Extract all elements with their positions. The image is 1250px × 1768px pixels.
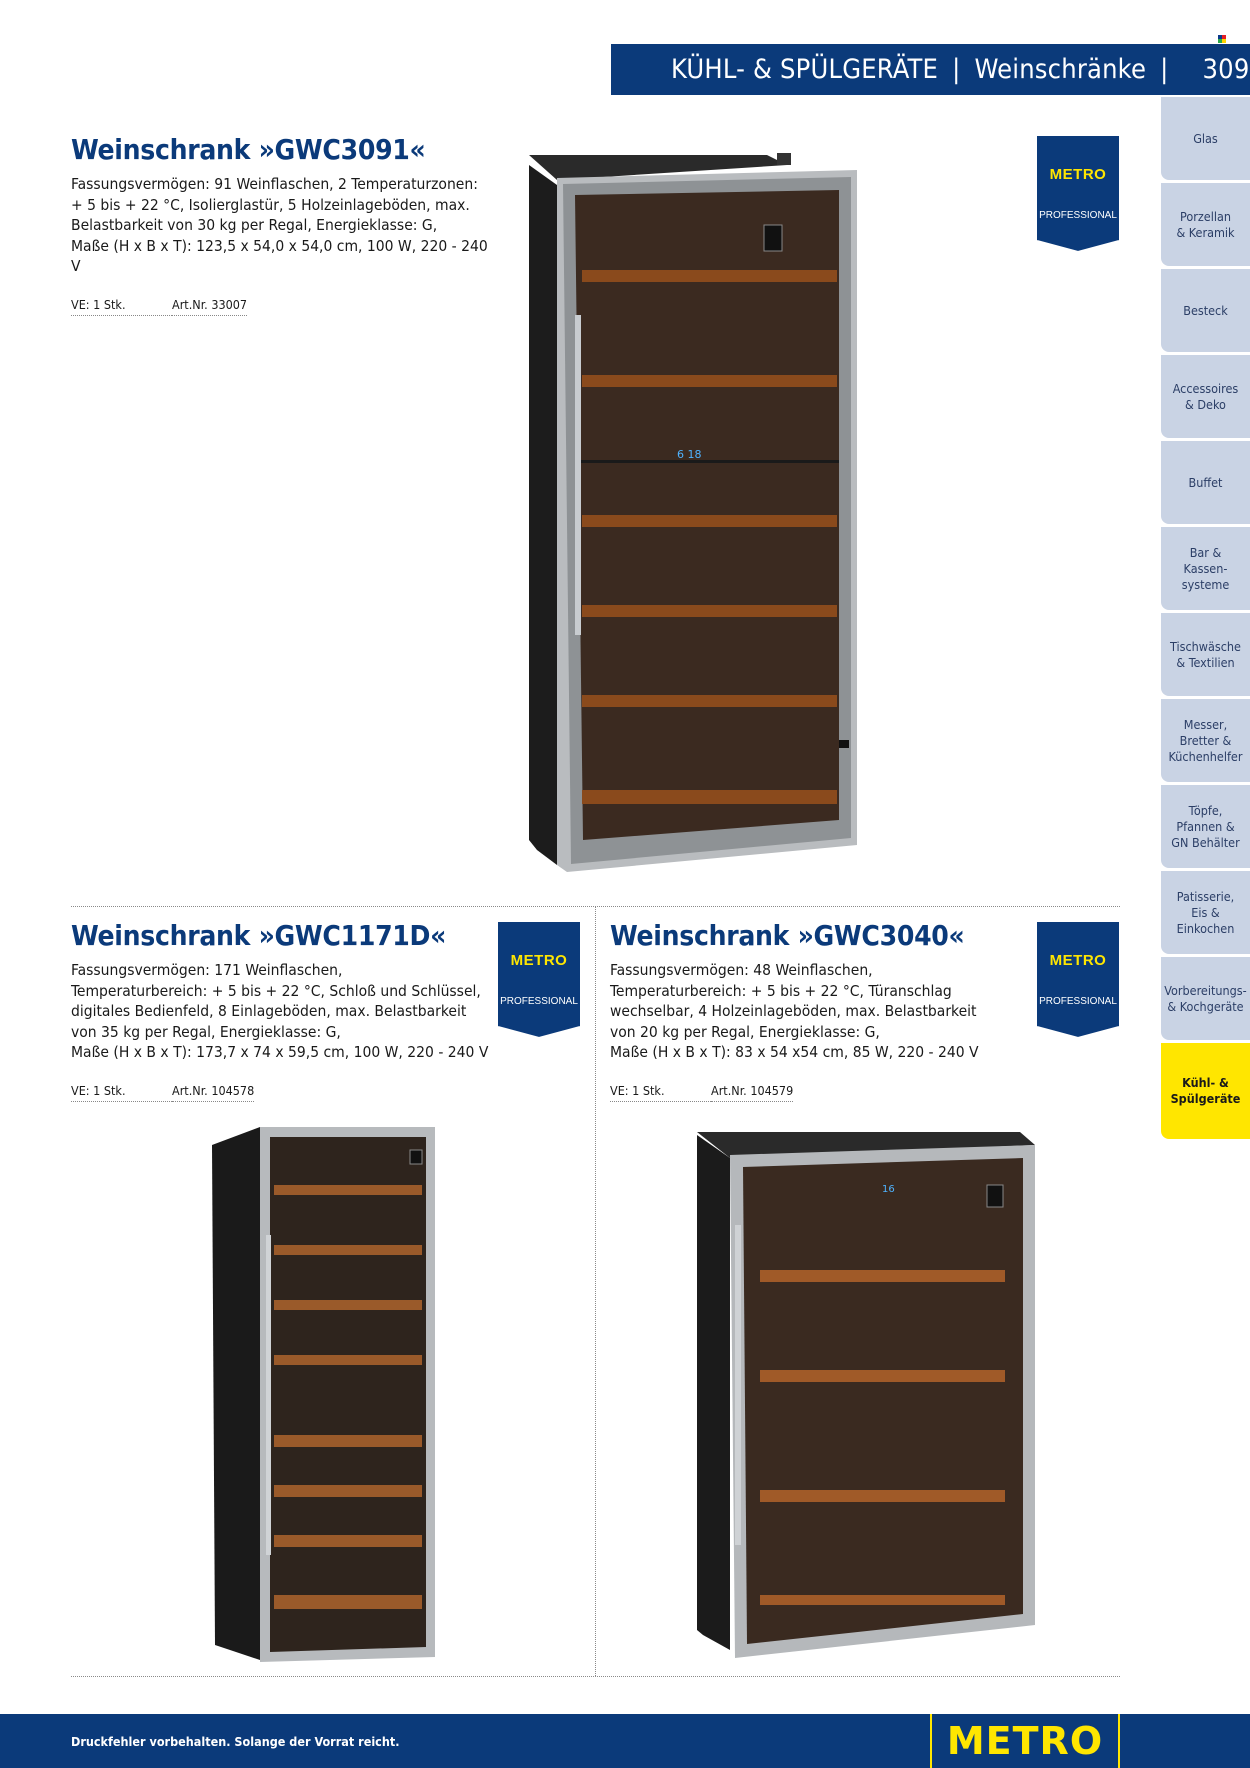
header-category: KÜHL- & SPÜLGERÄTE [671, 54, 939, 85]
product-meta [610, 1083, 1030, 1102]
tab-kuehl-spuelgeraete[interactable]: Kühl- & Spülgeräte [1161, 1043, 1250, 1139]
badge-label: PROFESSIONAL [1039, 210, 1117, 221]
section-divider-bottom [71, 1676, 1120, 1677]
header-separator: | [952, 54, 961, 85]
tab-porzellan-keramik[interactable]: Porzellan & Keramik [1161, 183, 1250, 266]
product-gwc3091 [71, 133, 491, 316]
tab-besteck[interactable]: Besteck [1161, 269, 1250, 352]
metro-logo-text: METRO [946, 1719, 1104, 1763]
tab-glas[interactable]: Glas [1161, 97, 1250, 180]
tab-accessoires-deko[interactable]: Accessoires & Deko [1161, 355, 1250, 438]
product-title: Weinschrank »GWC1171D« [71, 919, 447, 952]
product-title: Weinschrank »GWC3040« [610, 919, 965, 952]
badge-logo: METRO [1049, 952, 1107, 969]
temperature-display-gwc3040: 16 [882, 1184, 895, 1195]
tab-messer-bretter[interactable]: Messer, Bretter & Küchenhelfer [1161, 699, 1250, 782]
product-image-gwc3091 [527, 150, 867, 880]
tab-bar-kassensysteme[interactable]: Bar & Kassen- systeme [1161, 527, 1250, 610]
product-meta [71, 1083, 491, 1102]
product-meta [71, 297, 491, 316]
packing-unit: VE: 1 Stk. [71, 1083, 172, 1102]
header-separator-2: | [1160, 54, 1169, 85]
product-description: Fassungsvermögen: 91 Weinflaschen, 2 Temperaturzonen: + 5 bis + 22 °C, Isolierglastür, 5 Holzeinlageböden, max. Belastbarkeit von 30 kg per Regal, Energieklasse: G, Maße (H x B x T): 123,5 x 54,0 x 54,0 cm, 100 W, 220 - 240 V [71, 175, 488, 275]
product-gwc1171d [71, 919, 491, 1102]
tab-vorbereitung-kochgeraete[interactable]: Vorbereitungs- & Kochgeräte [1161, 957, 1250, 1040]
metro-logo [930, 1714, 1120, 1768]
product-description: Fassungsvermögen: 48 Weinflaschen, Temperaturbereich: + 5 bis + 22 °C, Türanschlag wechselbar, 4 Holzeinlageböden, max. Belastbarkeit von 20 kg per Regal, Energieklasse: G, Maße (H x B x T): 83 x 54 x54 cm, 85 W, 220 - 240 V [610, 961, 979, 1061]
product-gwc3040 [610, 919, 1030, 1102]
metro-professional-badge [498, 922, 580, 1038]
tab-tischwaesche-textilien[interactable]: Tischwäsche & Textilien [1161, 613, 1250, 696]
category-side-tabs [1161, 97, 1250, 1142]
header-subcategory: Weinschränke [974, 54, 1147, 85]
article-number: Art.Nr. 104578 [172, 1083, 254, 1102]
page-header [611, 44, 1250, 95]
temperature-display-gwc3091: 6 18 [677, 448, 702, 461]
product-title: Weinschrank »GWC3091« [71, 133, 426, 166]
page-footer [0, 1714, 1250, 1768]
badge-logo: METRO [1049, 166, 1107, 183]
page-number: 309 [1202, 54, 1250, 85]
tab-toepfe-pfannen[interactable]: Töpfe, Pfannen & GN Behälter [1161, 785, 1250, 868]
footer-disclaimer: Druckfehler vorbehalten. Solange der Vorrat reicht. [71, 1734, 400, 1749]
color-registration-mark [1218, 35, 1226, 43]
product-image-gwc1171d [210, 1125, 440, 1670]
tab-buffet[interactable]: Buffet [1161, 441, 1250, 524]
article-number: Art.Nr. 33007 [172, 297, 247, 316]
tab-patisserie-eis[interactable]: Patisserie, Eis & Einkochen [1161, 871, 1250, 954]
section-divider-vertical [595, 906, 596, 1676]
product-description: Fassungsvermögen: 171 Weinflaschen, Temperaturbereich: + 5 bis + 22 °C, Schloß und Schlüssel, digitales Bedienfeld, 8 Einlageböden, max. Belastbarkeit von 35 kg per Regal, Energieklasse: G, Maße (H x B x T): 173,7 x 74 x 59,5 cm, 100 W, 220 - 240 V [71, 961, 489, 1061]
badge-logo: METRO [510, 952, 568, 969]
packing-unit: VE: 1 Stk. [71, 297, 172, 316]
article-number: Art.Nr. 104579 [711, 1083, 793, 1102]
badge-label: PROFESSIONAL [1039, 996, 1117, 1007]
metro-professional-badge [1037, 922, 1119, 1038]
metro-professional-badge [1037, 136, 1119, 252]
packing-unit: VE: 1 Stk. [610, 1083, 711, 1102]
badge-label: PROFESSIONAL [500, 996, 578, 1007]
product-image-gwc3040 [695, 1130, 1040, 1665]
